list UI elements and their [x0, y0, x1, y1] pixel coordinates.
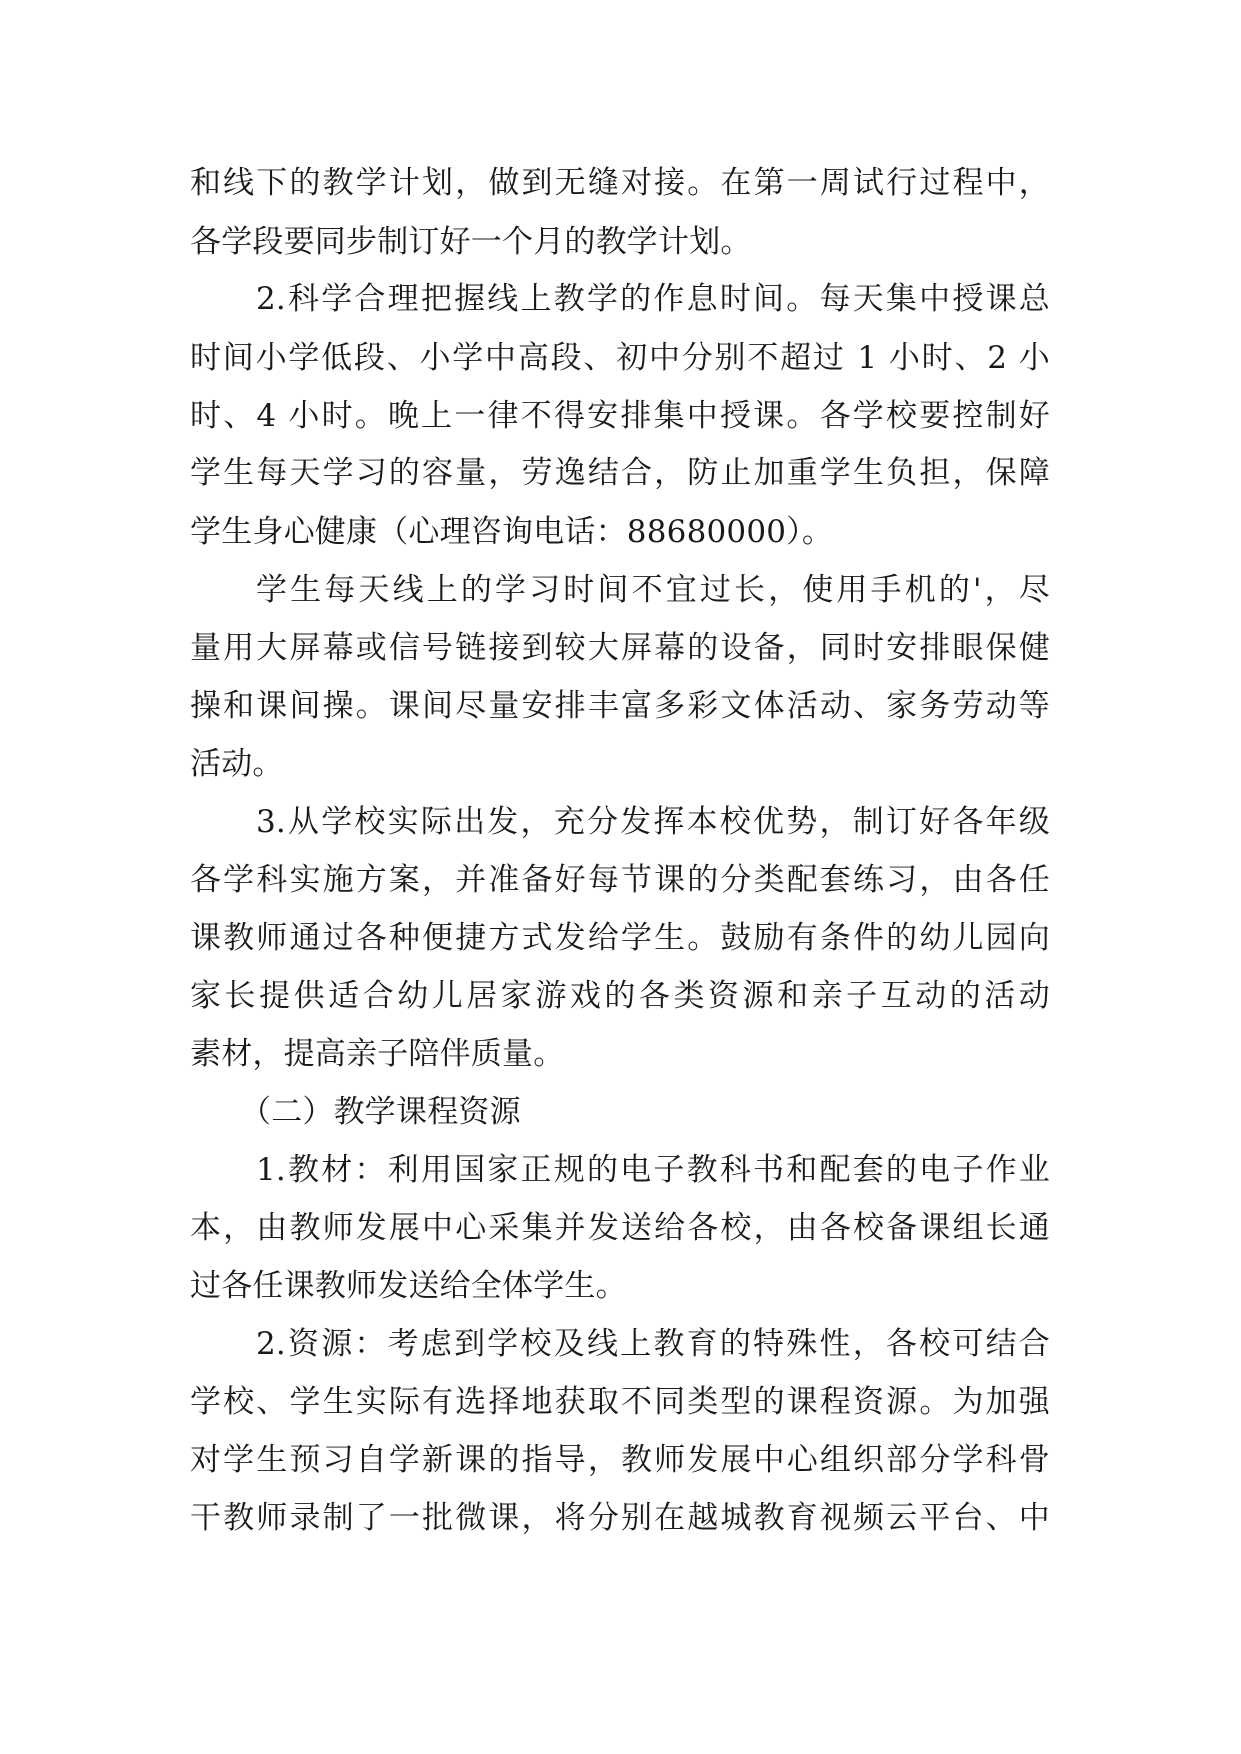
text-line-15: 家长提供适合幼儿居家游戏的各类资源和亲子互动的活动: [190, 978, 1050, 1014]
text-line-1: 和线下的教学计划，做到无缝对接。在第一周试行过程中，: [190, 165, 1050, 201]
text-line-2: 各学段要同步制订好一个月的教学计划。: [190, 224, 752, 260]
section-heading: （二）教学课程资源: [240, 1094, 521, 1130]
text-line-16: 素材，提高亲子陪伴质量。: [190, 1036, 565, 1072]
text-line-21: 2.资源：考虑到学校及线上教育的特殊性，各校可结合: [256, 1326, 1050, 1362]
text-line-5: 时、4 小时。晚上一律不得安排集中授课。各学校要控制好: [190, 398, 1050, 434]
text-line-11: 活动。: [190, 746, 284, 782]
text-line-24: 干教师录制了一批微课，将分别在越城教育视频云平台、中: [190, 1500, 1050, 1536]
text-line-7: 学生身心健康（心理咨询电话：88680000）。: [190, 514, 834, 550]
text-line-8: 学生每天线上的学习时间不宜过长，使用手机的'，尽: [256, 572, 1050, 608]
text-line-13: 各学科实施方案，并准备好每节课的分类配套练习，由各任: [190, 862, 1050, 898]
text-line-20: 过各任课教师发送给全体学生。: [190, 1268, 627, 1304]
text-line-10: 操和课间操。课间尽量安排丰富多彩文体活动、家务劳动等: [190, 688, 1050, 724]
text-line-19: 本，由教师发展中心采集并发送给各校，由各校备课组长通: [190, 1210, 1050, 1246]
text-line-3: 2.科学合理把握线上教学的作息时间。每天集中授课总: [256, 281, 1050, 317]
text-line-23: 对学生预习自学新课的指导，教师发展中心组织部分学科骨: [190, 1442, 1050, 1478]
text-line-4: 时间小学低段、小学中高段、初中分别不超过 1 小时、2 小: [190, 340, 1050, 376]
text-line-18: 1.教材：利用国家正规的电子教科书和配套的电子作业: [256, 1152, 1050, 1188]
text-line-14: 课教师通过各种便捷方式发给学生。鼓励有条件的幼儿园向: [190, 920, 1050, 956]
text-line-9: 量用大屏幕或信号链接到较大屏幕的设备，同时安排眼保健: [190, 630, 1050, 666]
text-line-6: 学生每天学习的容量，劳逸结合，防止加重学生负担，保障: [190, 455, 1050, 491]
text-line-22: 学校、学生实际有选择地获取不同类型的课程资源。为加强: [190, 1384, 1050, 1420]
text-line-12: 3.从学校实际出发，充分发挥本校优势，制订好各年级: [256, 804, 1050, 840]
